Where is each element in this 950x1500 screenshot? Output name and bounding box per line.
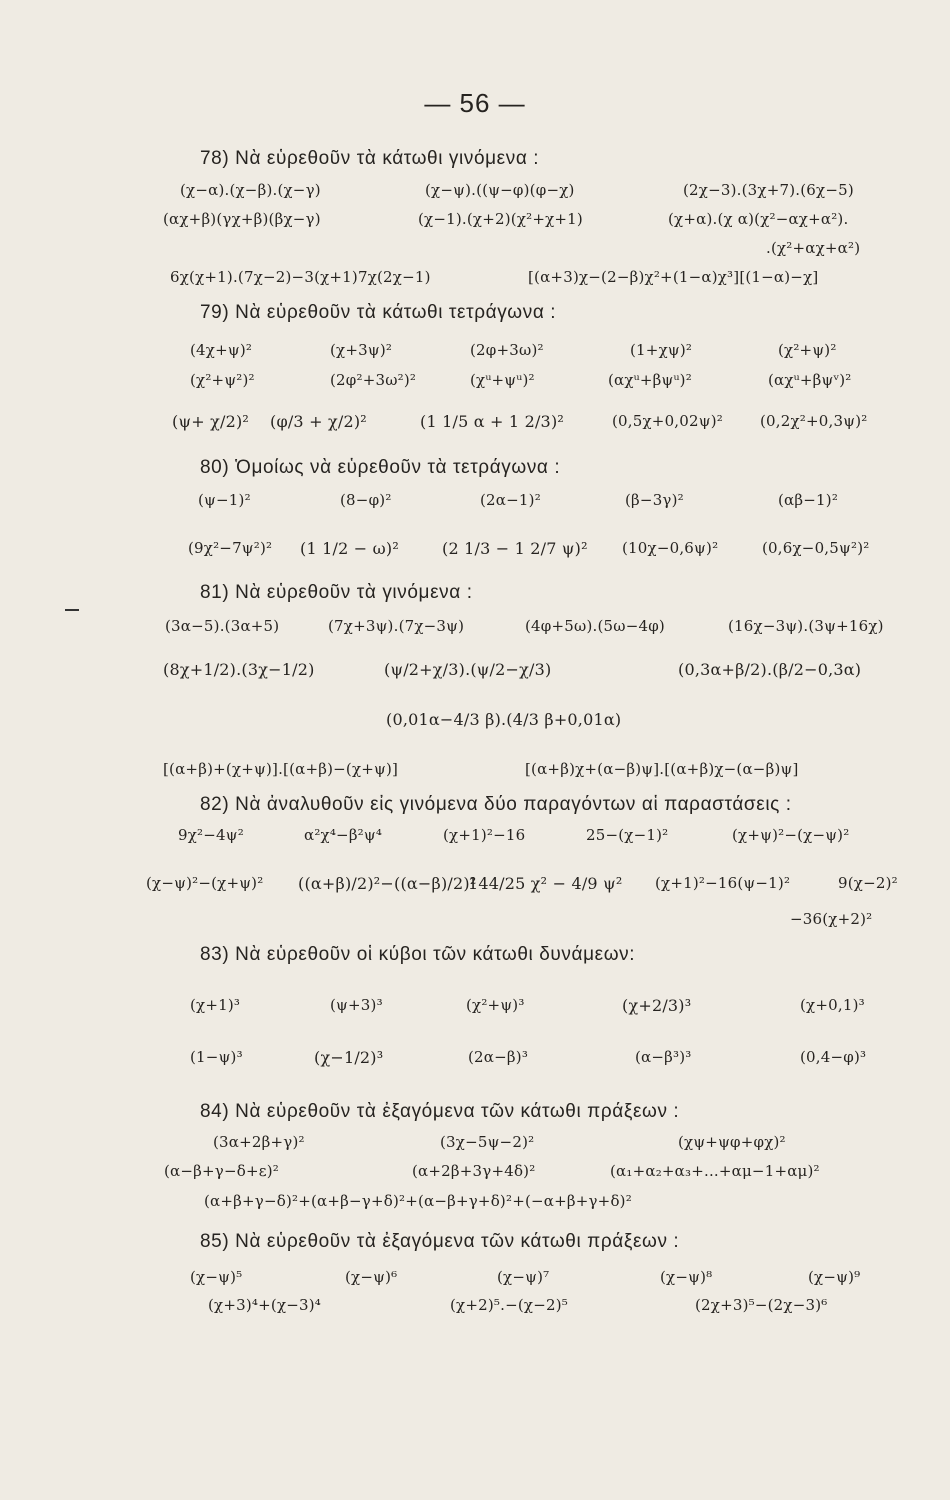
expression: (χ+1)²−16 [443,826,526,844]
expression: (0,2χ²+0,3ψ)² [760,412,868,430]
expression: (α+2β+3γ+4δ)² [412,1162,536,1180]
expression: (1+χψ)² [630,341,693,359]
expression: (χ+0,1)³ [800,996,865,1014]
expression: (4φ+5ω).(5ω−4φ) [525,617,665,635]
expression: (χ−1/2)³ [314,1048,384,1067]
expression: α²χ⁴−β²ψ⁴ [304,826,383,844]
expression: (χ+3ψ)² [330,341,393,359]
expression: [(α+3)χ−(2−β)χ²+(1−α)χ³][(1−α)−χ] [528,268,819,286]
expression: (χ−ψ)⁶ [345,1268,398,1286]
expression: (2χ+3)⁵−(2χ−3)⁶ [695,1296,828,1314]
expression: (χ−ψ).((ψ−φ)(φ−χ) [425,181,575,199]
expression: (β−3γ)² [625,491,684,509]
heading-85: 85) Νὰ εὑρεθοῦν τὰ ἐξαγόμενα τῶν κάτωθι πράξεων : [200,1231,680,1252]
expression: (ψ−1)² [198,491,251,509]
expression: (1 1/2 − ω)² [300,539,399,558]
expression: (3α−5).(3α+5) [165,617,280,635]
expression: (χ²+ψ)² [778,341,837,359]
expression: 144/25 χ² − 4/9 ψ² [468,874,623,893]
expression: (χ+ψ)²−(χ−ψ)² [732,826,850,844]
expression: (αβ−1)² [778,491,839,509]
expression: (1 1/5 α + 1 2/3)² [420,412,564,431]
expression: (2φ+3ω)² [470,341,544,359]
expression: (χ²+ψ²)² [190,371,255,389]
heading-80: 80) Ὁμοίως νὰ εὑρεθοῦν τὰ τετράγωνα : [200,457,561,478]
expression: (α−β+γ−δ+ε)² [164,1162,279,1180]
margin-dash [65,609,79,611]
heading-79: 79) Νὰ εὑρεθοῦν τὰ κάτωθι τετράγωνα : [200,302,557,323]
expression: (αχ+β)(γχ+β)(βχ−γ) [163,210,321,228]
expression: (2φ²+3ω²)² [330,371,417,389]
heading-78: 78) Νὰ εὑρεθοῦν τὰ κάτωθι γινόμενα : [200,148,540,169]
heading-81: 81) Νὰ εὑρεθοῦν τὰ γινόμενα : [200,582,473,603]
expression: (χ−1).(χ+2)(χ²+χ+1) [418,210,583,228]
expression: (χ+2)⁵.−(χ−2)⁵ [450,1296,568,1314]
expression: (χᵘ+ψᵘ)² [470,371,535,389]
heading-82: 82) Νὰ ἀναλυθοῦν εἰς γινόμενα δύο παραγόντων αἱ παραστάσεις : [200,794,792,815]
expression: (αχᵘ+βψᵘ)² [608,371,692,389]
expression: (7χ+3ψ).(7χ−3ψ) [328,617,465,635]
expression: (χ−ψ)⁹ [808,1268,861,1286]
expression: (10χ−0,6ψ)² [622,539,719,557]
expression: (8−φ)² [340,491,392,509]
expression: (χ−α).(χ−β).(χ−γ) [180,181,321,199]
expression: (2χ−3).(3χ+7).(6χ−5) [683,181,854,199]
expression: (0,5χ+0,02ψ)² [612,412,723,430]
expression: (0,6χ−0,5ψ²)² [762,539,870,557]
expression: (χ−ψ)⁷ [497,1268,550,1286]
expression: 9χ²−4ψ² [178,826,244,844]
expression: (ψ/2+χ/3).(ψ/2−χ/3) [384,660,552,679]
expression: .(χ²+αχ+α²) [766,239,861,257]
expression: (8χ+1/2).(3χ−1/2) [163,660,315,679]
expression: (2α−β)³ [468,1048,529,1066]
expression: (α₁+α₂+α₃+...+αμ−1+αμ)² [610,1162,820,1180]
expression: (1−ψ)³ [190,1048,243,1066]
expression: (16χ−3ψ).(3ψ+16χ) [728,617,884,635]
expression: (0,4−φ)³ [800,1048,867,1066]
expression: 9(χ−2)² [838,874,898,892]
expression: 25−(χ−1)² [586,826,669,844]
expression: (2 1/3 − 1 2/7 ψ)² [442,539,588,558]
expression: (χψ+ψφ+φχ)² [678,1133,786,1151]
expression: (α−β³)³ [635,1048,692,1066]
expression: (χ+1)³ [190,996,241,1014]
expression: (4χ+ψ)² [190,341,253,359]
expression: (χ−ψ)⁸ [660,1268,713,1286]
expression: (ψ+ χ/2)² [172,412,250,431]
expression: (χ−ψ)⁵ [190,1268,243,1286]
heading-83: 83) Νὰ εὑρεθοῦν οἱ κύβοι τῶν κάτωθι δυνάμεων: [200,944,636,965]
expression: (αχᵘ+βψᵛ)² [768,371,852,389]
expression: (0,01α−4/3 β).(4/3 β+0,01α) [386,710,622,729]
expression: (3α+2β+γ)² [213,1133,305,1151]
expression: (α+β+γ−δ)²+(α+β−γ+δ)²+(α−β+γ+δ)²+(−α+β+γ+δ)² [204,1192,632,1210]
expression: (χ+1)²−16(ψ−1)² [655,874,791,892]
expression: [(α+β)+(χ+ψ)].[(α+β)−(χ+ψ)] [163,760,399,778]
expression: (0,3α+β/2).(β/2−0,3α) [678,660,862,679]
expression: −36(χ+2)² [790,910,873,928]
expression: (φ/3 + χ/2)² [270,412,367,431]
expression: (3χ−5ψ−2)² [440,1133,535,1151]
expression: (χ+α).(χ α)(χ²−αχ+α²). [668,210,849,228]
expression: (χ+2/3)³ [622,996,692,1015]
expression: ((α+β)/2)²−((α−β)/2)² [298,874,477,893]
expression: 6χ(χ+1).(7χ−2)−3(χ+1)7χ(2χ−1) [170,268,431,286]
expression: (9χ²−7ψ²)² [188,539,273,557]
expression: (χ²+ψ)³ [466,996,525,1014]
page-number: — 56 — [424,88,526,118]
expression: [(α+β)χ+(α−β)ψ].[(α+β)χ−(α−β)ψ] [525,760,799,778]
heading-84: 84) Νὰ εὑρεθοῦν τὰ ἐξαγόμενα τῶν κάτωθι πράξεων : [200,1101,680,1122]
expression: (χ+3)⁴+(χ−3)⁴ [208,1296,322,1314]
expression: (χ−ψ)²−(χ+ψ)² [146,874,264,892]
expression: (2α−1)² [480,491,541,509]
expression: (ψ+3)³ [330,996,383,1014]
